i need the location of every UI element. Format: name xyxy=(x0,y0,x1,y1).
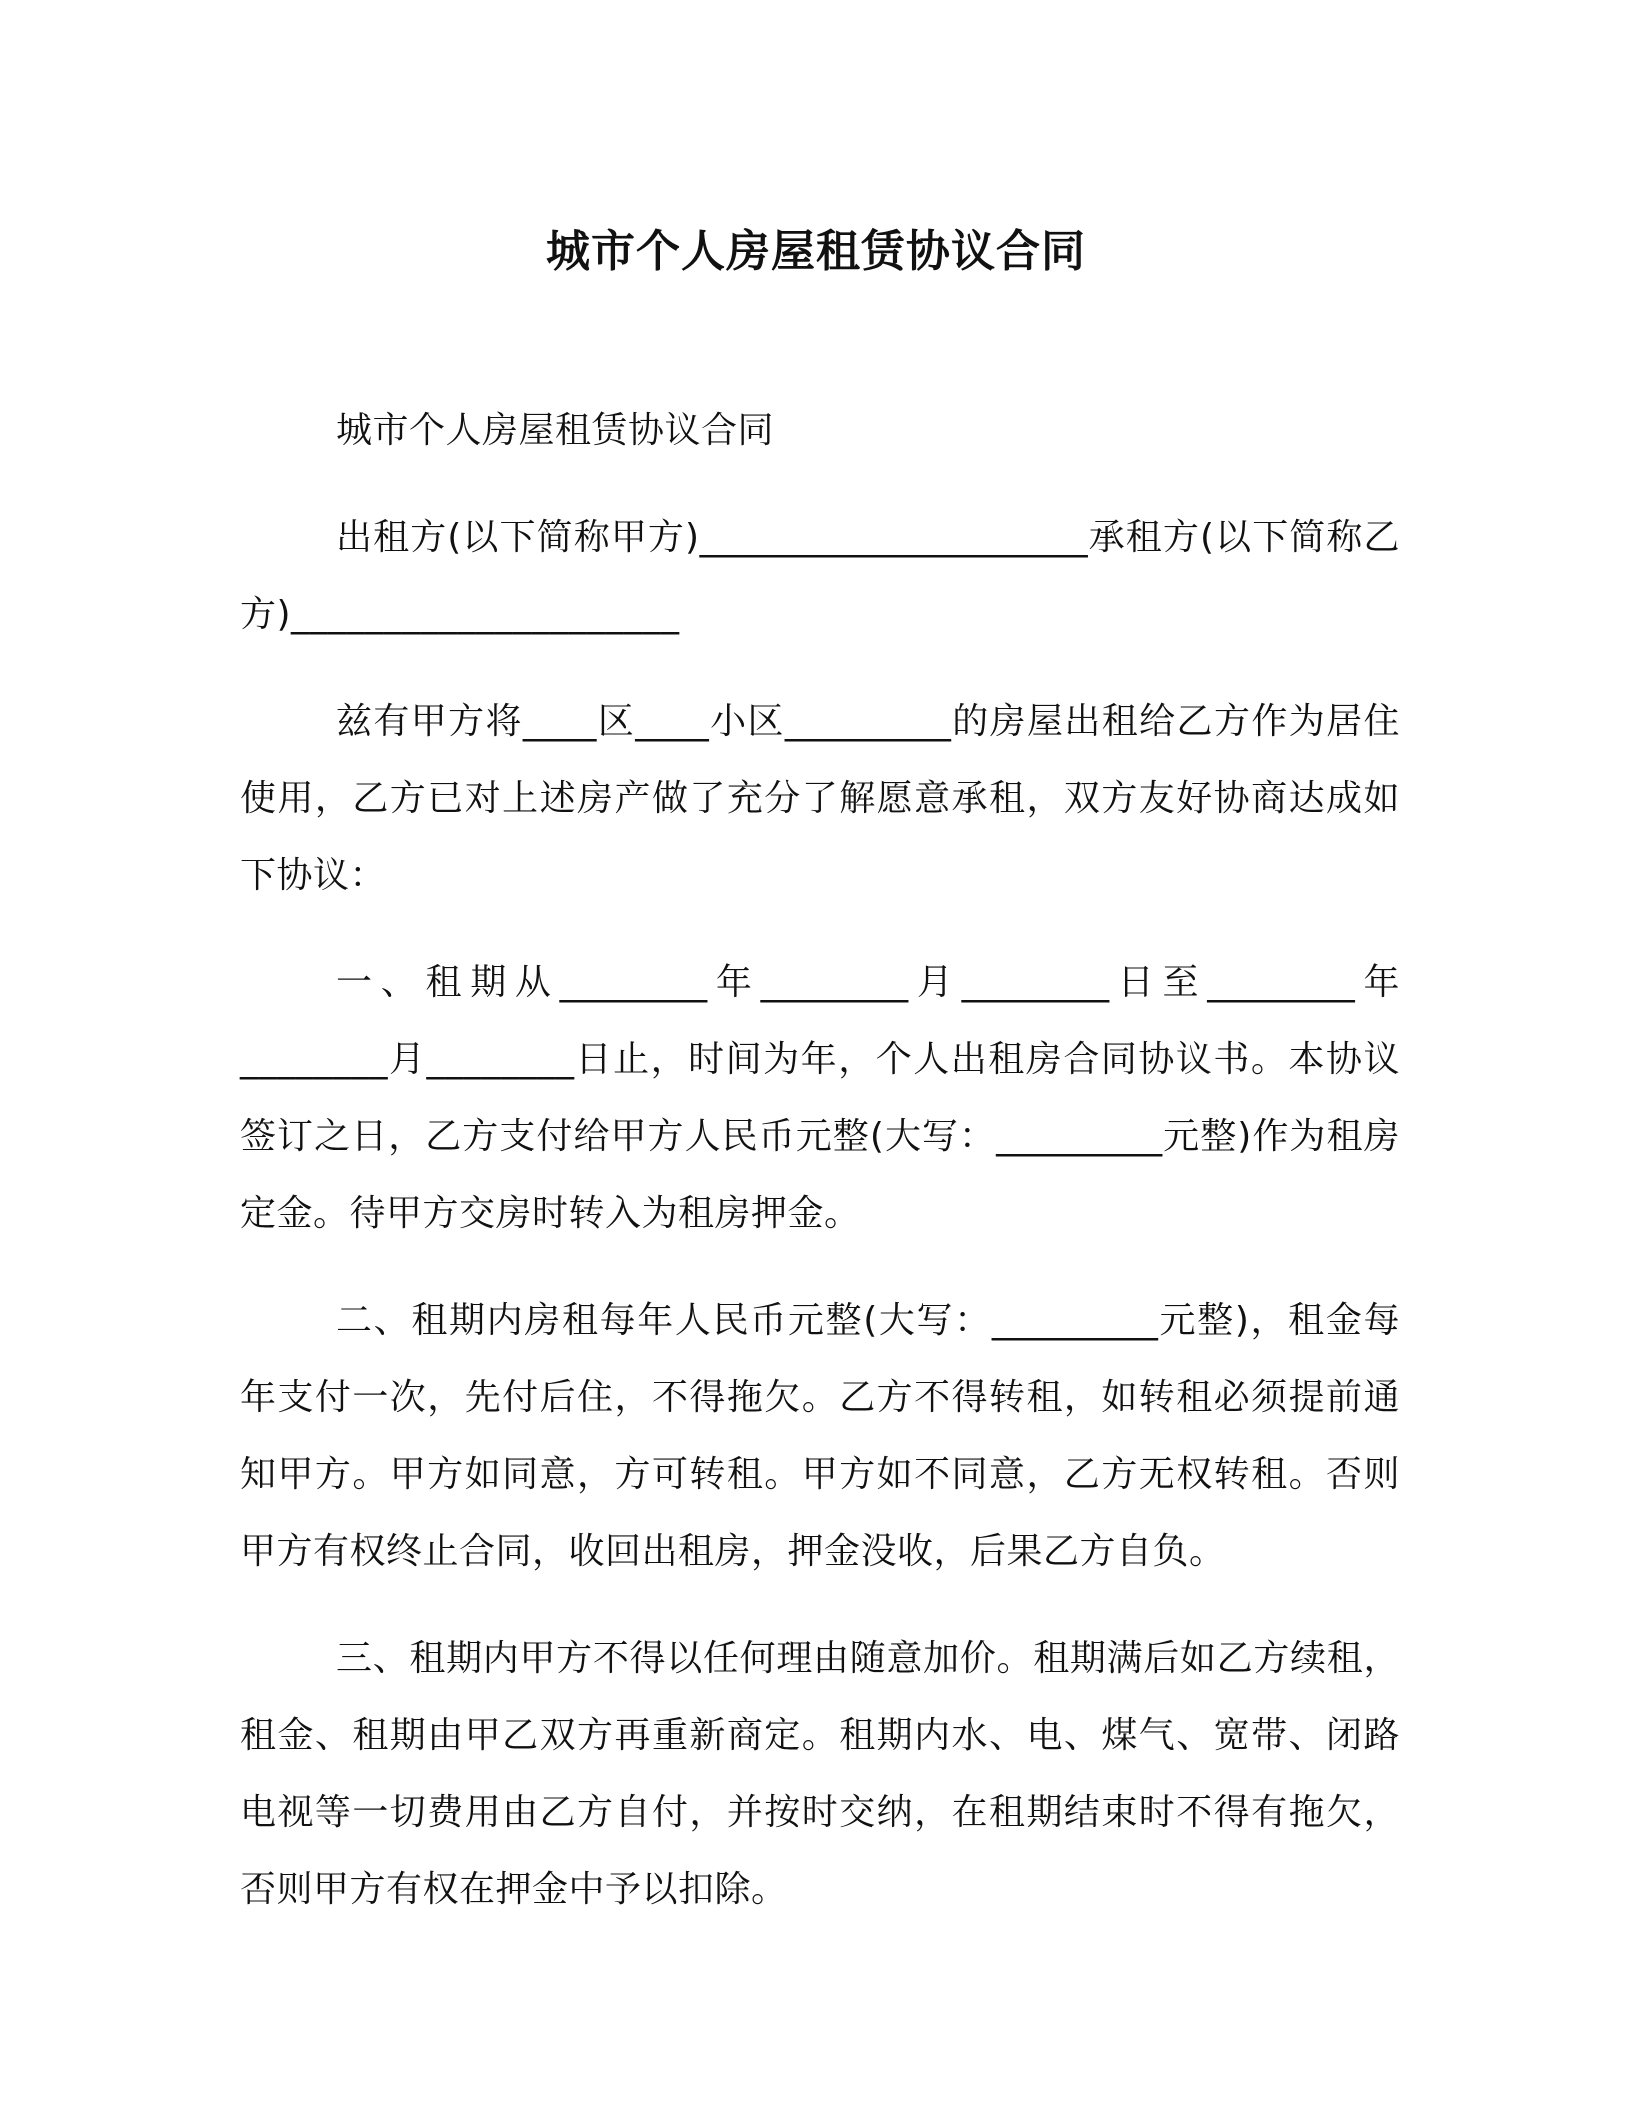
document-body xyxy=(240,392,1400,1958)
document-title: 城市个人房屋租赁协议合同 xyxy=(546,226,1086,277)
property-paragraph: 兹有甲方将____区____小区_________的房屋出租给乙方作为居住使用，乙方已对上述房产做了充分了解愿意承租，双方友好协商达成如下协议： xyxy=(240,701,1400,896)
subtitle-paragraph: 城市个人房屋租赁协议合同 xyxy=(336,410,775,451)
clause-3-paragraph: 三、租期内甲方不得以任何理由随意加价。租期满后如乙方续租，租金、租期由甲乙双方再重新商定。租期内水、电、煤气、宽带、闭路电视等一切费用由乙方自付，并按时交纳，在租期结束时不得有拖欠，否则甲方有权在押金中予以扣除。 xyxy=(240,1638,1400,1910)
clause-2-paragraph: 二、租期内房租每年人民币元整(大写：_________元整)，租金每年支付一次，先付后住，不得拖欠。乙方不得转租，如转租必须提前通知甲方。甲方如同意，方可转租。甲方如不同意，乙方无权转租。否则甲方有权终止合同，收回出租房，押金没收，后果乙方自负。 xyxy=(240,1300,1400,1572)
parties-paragraph: 出租方(以下简称甲方)_____________________承租方(以下简称乙方)_____________________ xyxy=(240,517,1400,635)
clause-1-paragraph: 一、租期从________年________月________日至________年________月________日止，时间为年，个人出租房合同协议书。本协议签订之日，乙方支付给甲方人民币元整(大写：_________元整)作为租房定金。待甲方交房时转入为租房押金。 xyxy=(240,962,1400,1234)
